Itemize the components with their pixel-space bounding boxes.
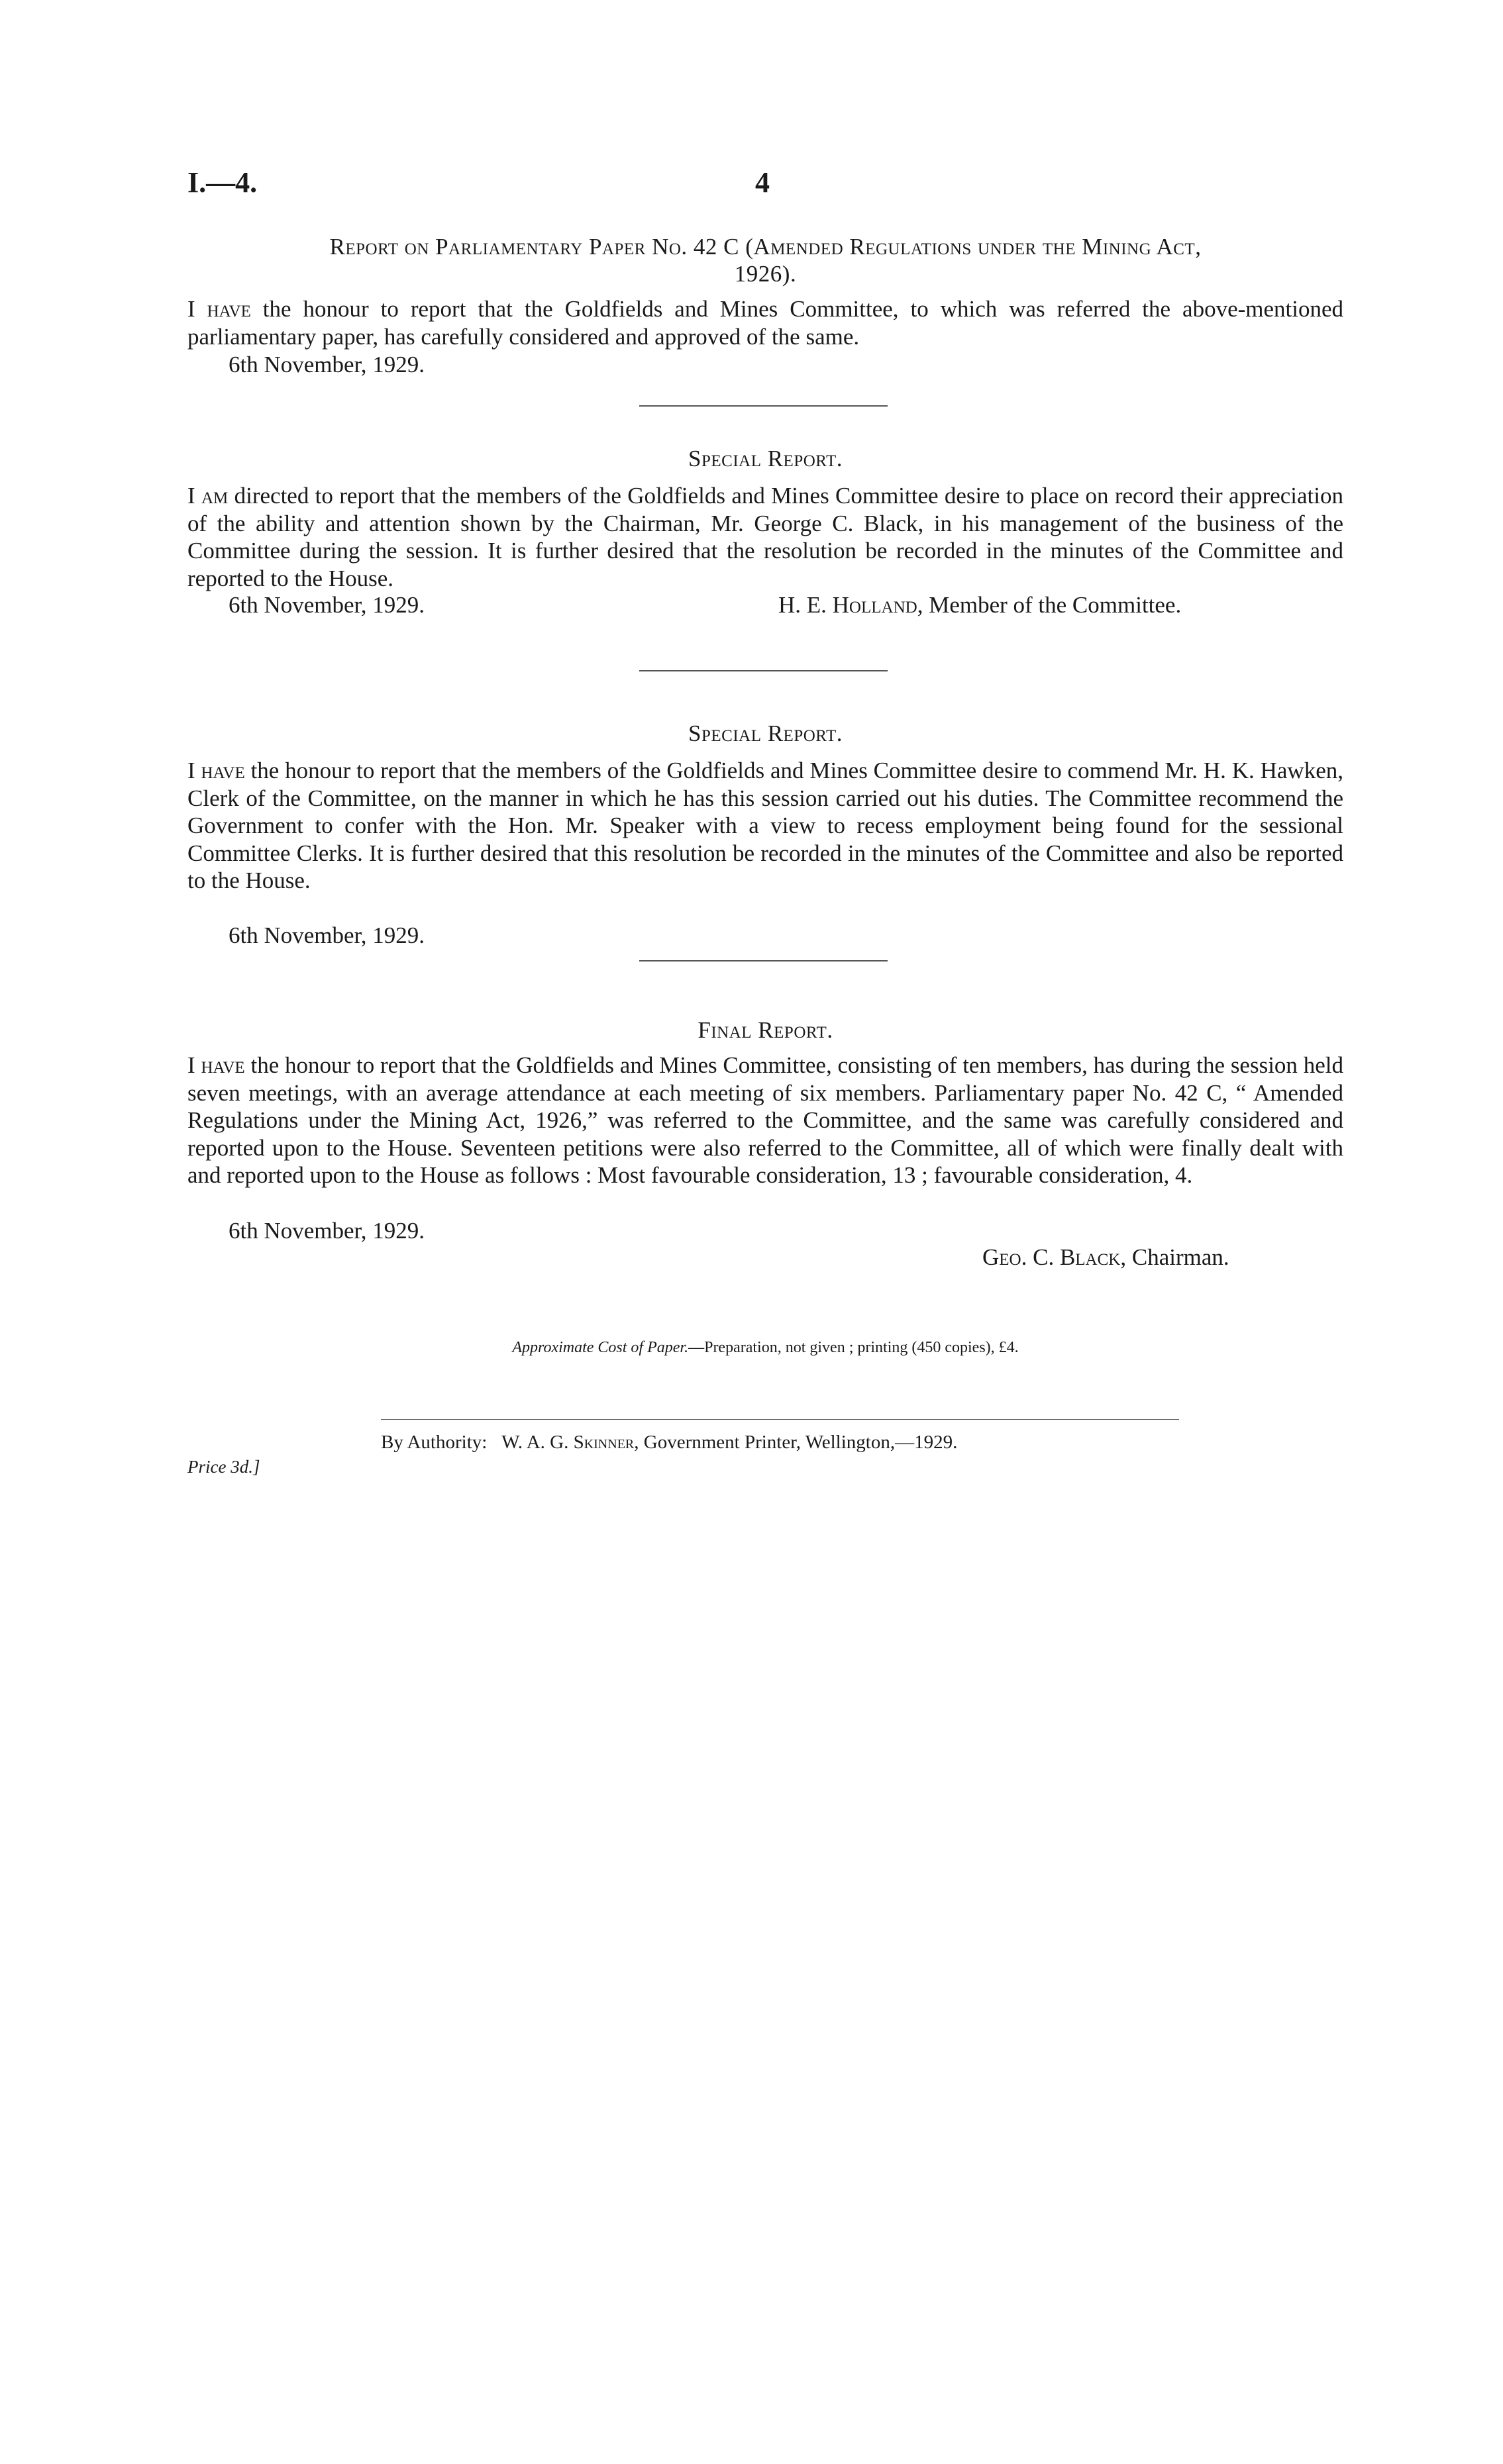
printer-name: W. A. G. Skinner xyxy=(501,1432,635,1453)
report-date: 6th November, 1929. xyxy=(229,352,425,377)
report-lead: I have xyxy=(187,296,251,322)
report-body: the honour to report that the Goldfields and Mines Committee, to which was referred the above-mentioned parliamentary paper, has carefully considered and approved of the same. xyxy=(187,296,1343,350)
paper-reference: I.—4. xyxy=(187,166,258,199)
report-paragraph xyxy=(187,295,1343,350)
printer-authority xyxy=(381,1432,957,1454)
special-report-2-date: 6th November, 1929. xyxy=(229,922,425,948)
final-report-body: the honour to report that the Goldfields and Mines Committee, consisting of ten members, has during the session held seven meetings, with an average attendance at each meeting of six members. Parliamentary paper No. 42 C, “ Amended Regulations under the Mining Act, 1926,” was referred to the Committee, and the same was carefully considered and reported upon to the House. Seventeen petitions were also referred to the Committee, all of which were finally dealt with and reported upon to the House as follows : Most favourable consideration, 13 ; favourable consideration, 4. xyxy=(187,1052,1343,1188)
special-report-2-lead: I have xyxy=(187,758,245,783)
chairman-name: Geo. C. Black xyxy=(982,1244,1121,1270)
page-number: 4 xyxy=(755,166,770,199)
special-report-1-signatory xyxy=(778,591,1181,618)
cost-of-paper xyxy=(187,1339,1343,1357)
authority-label: By Authority: xyxy=(381,1432,488,1453)
special-report-1-paragraph xyxy=(187,482,1343,592)
cost-text: —Preparation, not given ; printing (450 copies), £4. xyxy=(688,1339,1019,1356)
section-divider-3 xyxy=(639,960,888,961)
price: Price 3d.] xyxy=(187,1457,260,1477)
special-report-2-body: the honour to report that the members of the Goldfields and Mines Committee desire to commend Mr. H. K. Hawken, Clerk of the Committee, on the manner in which he has this session carried out his duties. The Committee recommend the Government to confer with the Hon. Mr. Speaker with a view to recess employment being found for the sessional Committee Clerks. It is further desired that this resolution be recorded in the minutes of the Committee and also be reported to the House. xyxy=(187,758,1343,893)
report-title-line-2: 1926). xyxy=(734,261,797,287)
final-report-paragraph xyxy=(187,1052,1343,1189)
cost-label: Approximate Cost of Paper. xyxy=(512,1339,689,1356)
special-report-2-title: Special Report. xyxy=(688,720,843,746)
special-report-1-lead: I am xyxy=(187,483,229,509)
report-title xyxy=(187,233,1343,287)
special-report-1-body: directed to report that the members of the Goldfields and Mines Committee desire to place on record their appreciation of the ability and attention shown by the Chairman, Mr. George C. Black, in his management of the business of the Committee during the session. It is further desired that the resolution be recorded in the minutes of the Committee and reported to the House. xyxy=(187,483,1343,591)
special-report-1-date: 6th November, 1929. xyxy=(229,592,425,618)
section-divider-2 xyxy=(639,670,888,671)
footer-rule xyxy=(381,1419,1179,1420)
printer-details: , Government Printer, Wellington,—1929. xyxy=(634,1432,958,1453)
signatory-initials: H. E. xyxy=(778,592,833,618)
final-report-signatory xyxy=(982,1244,1229,1271)
special-report-1-title: Special Report. xyxy=(688,446,843,471)
final-report-title: Final Report. xyxy=(698,1017,833,1043)
section-divider-1 xyxy=(639,405,888,407)
special-report-2-paragraph xyxy=(187,757,1343,895)
signatory-role: , Member of the Committee. xyxy=(917,592,1182,618)
chairman-role: , Chairman. xyxy=(1120,1244,1229,1270)
signatory-name: Holland xyxy=(832,592,917,618)
final-report-lead: I have xyxy=(187,1052,245,1078)
report-title-line-1: Report on Parliamentary Paper No. 42 C (Amended Regulations under the Mining Act, xyxy=(329,234,1202,260)
final-report-date: 6th November, 1929. xyxy=(229,1218,425,1244)
